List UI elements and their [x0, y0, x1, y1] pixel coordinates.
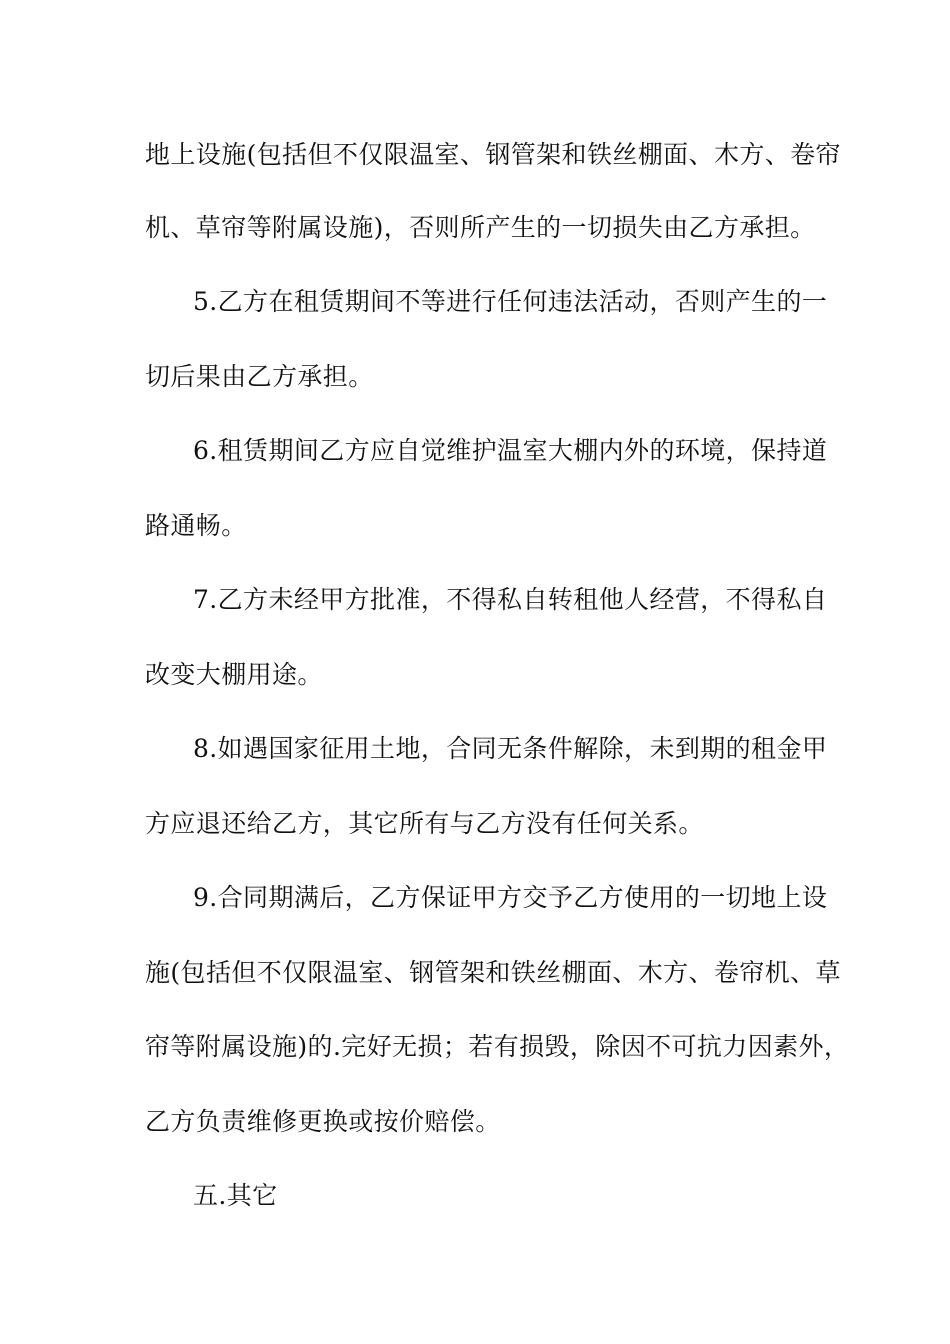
paragraph-line: 改变大棚用途。: [145, 660, 323, 689]
clause-9-line: 9.合同期满后，乙方保证甲方交予乙方使用的一切地上设: [193, 883, 828, 912]
clause-6-line: 6.租赁期间乙方应自觉维护温室大棚内外的环境，保持道: [193, 436, 828, 465]
paragraph-line: 施(包括但不仅限温室、钢管架和铁丝棚面、木方、卷帘机、草: [145, 958, 841, 987]
paragraph-line: 机、草帘等附属设施)，否则所产生的一切损失由乙方承担。: [145, 213, 816, 242]
clause-8-line: 8.如遇国家征用土地，合同无条件解除，未到期的租金甲: [193, 734, 828, 763]
paragraph-line: 乙方负责维修更换或按价赔偿。: [145, 1107, 501, 1136]
paragraph-line: 帘等附属设施)的.完好无损；若有损毁，除因不可抗力因素外，: [145, 1032, 850, 1061]
paragraph-line: 地上设施(包括但不仅限温室、钢管架和铁丝棚面、木方、卷帘: [145, 140, 841, 169]
clause-5-line: 5.乙方在租赁期间不等进行任何违法活动，否则产生的一: [193, 287, 828, 316]
paragraph-line: 方应退还给乙方，其它所有与乙方没有任何关系。: [145, 809, 704, 838]
paragraph-line: 切后果由乙方承担。: [145, 362, 374, 391]
paragraph-line: 路通畅。: [145, 511, 247, 540]
section-heading: 五.其它: [193, 1181, 278, 1210]
clause-7-line: 7.乙方未经甲方批准，不得私自转租他人经营，不得私自: [193, 585, 828, 614]
